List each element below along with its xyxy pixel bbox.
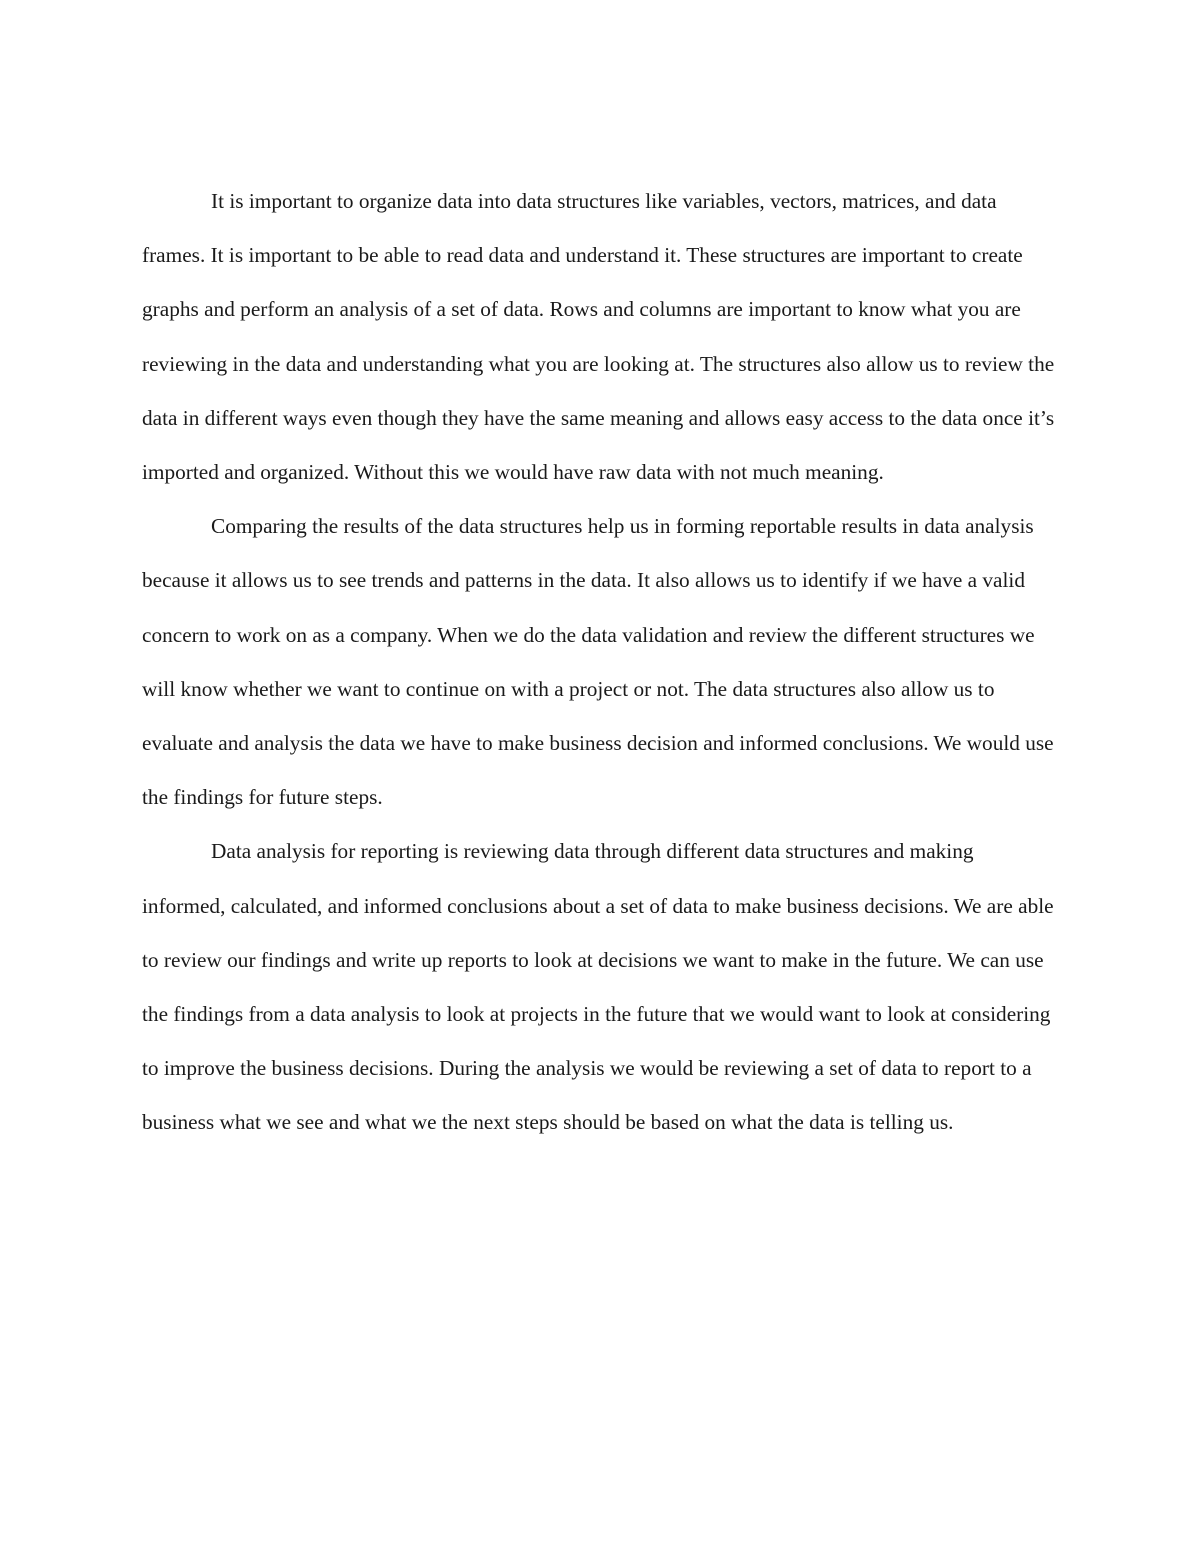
document-body	[142, 174, 1058, 1150]
paragraph-1: It is important to organize data into data structures like variables, vectors, matrices, and data frames. It is important to be able to read data and understand it. These structures are important to create graphs and perform an analysis of a set of data. Rows and columns are important to know what you are reviewing in the data and understanding what you are looking at. The structures also allow us to review the data in different ways even though they have the same meaning and allows easy access to the data once it’s imported and organized. Without this we would have raw data with not much meaning.	[142, 189, 1055, 485]
paragraph-2: Comparing the results of the data structures help us in forming reportable results in data analysis because it allows us to see trends and patterns in the data. It also allows us to identify if we have a valid concern to work on as a company. When we do the data validation and review the different structures we will know whether we want to continue on with a project or not. The data structures also allow us to evaluate and analysis the data we have to make business decision and informed conclusions. We would use the findings for future steps.	[142, 514, 1054, 810]
paragraph-3: Data analysis for reporting is reviewing data through different data structures and making informed, calculated, and informed conclusions about a set of data to make business decisions. We are able to review our findings and write up reports to look at decisions we want to make in the future. We can use the findings from a data analysis to look at projects in the future that we would want to look at considering to improve the business decisions. During the analysis we would be reviewing a set of data to report to a business what we see and what we the next steps should be based on what the data is telling us.	[142, 839, 1054, 1135]
